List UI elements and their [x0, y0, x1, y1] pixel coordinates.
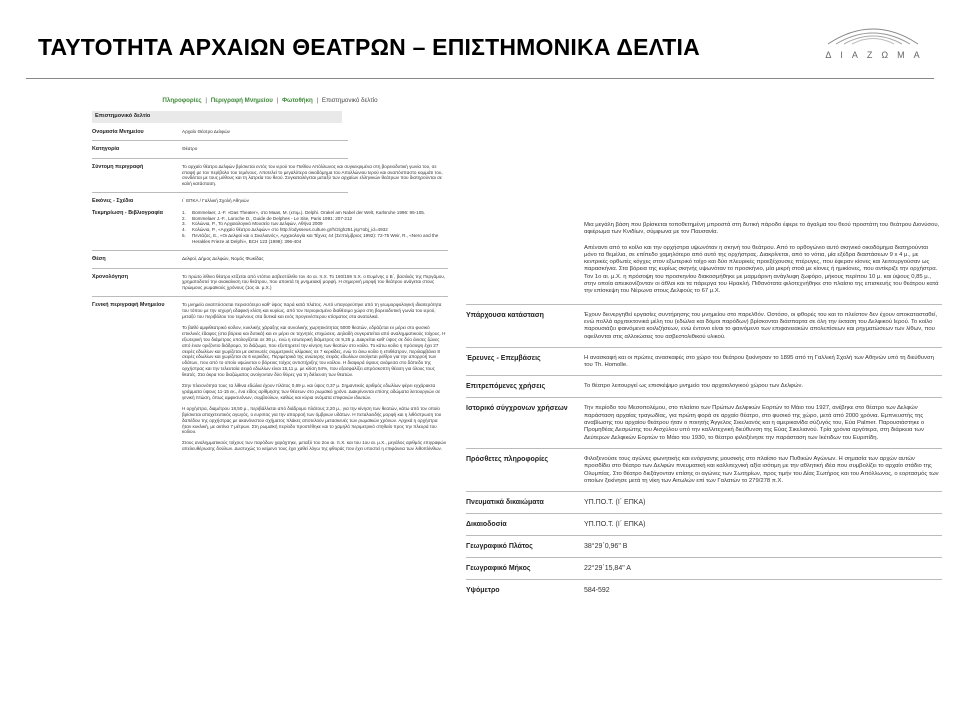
- history-value: Την περίοδο του Μεσοπολέμου, στο πλαίσιο των Πρώτων Δελφικών Εορτών το Μάιο του 1927, ανέβηκε στο θέατρο των Δελφών παράσταση αρχαίας τραγωδίας, για πρώτη φορά σε αρχαίο θέατρο, στο φυσικό της χώρο, μετά από 2000 χρόνια. Εμπνευστής της αναβίωσης του αρχαίου θεάτρου ήταν ο ποιητής Άγγελος Σικελιανός και η αμερικανίδα σύζυγός του, Εύα Palmer. Παρουσιάστηκε ο Προμηθέας Δεσμώτης του Αισχύλου υπό την καλλιτεχνική διεύθυνση της Εύας Σικελιανού. Τρία χρόνια αργότερα, στη διάρκεια των Δεύτερων Δελφικών Εορτών το Μάιο του 1930, το θέατρο φιλοξένησε την παράσταση των Ικέτιδων του Ευριπίδη.: [584, 405, 925, 441]
- divider: [92, 296, 448, 297]
- divider: [92, 140, 348, 141]
- location-label: Θέση: [92, 256, 106, 263]
- category-label: Κατηγορία: [92, 146, 120, 153]
- tab-description[interactable]: Περιγραφή Μνημείου: [210, 97, 273, 104]
- uses-value: Το θέατρο λειτουργεί ως επισκέψιμο μνημείο του αρχαιολογικού χώρου των Δελφών.: [584, 383, 804, 390]
- bibliography-item: 1. Bommelaer, J.-F. «Das Theater», στο Maas, M. (επιμ.). Delphi. Orakel am Nabel der Welt, Karlsruhe 1996: 95-105.: [182, 209, 426, 215]
- longitude-row: [466, 565, 942, 573]
- extra-info-label: Πρόσθετες πληροφορίες: [466, 455, 548, 463]
- latitude-label: Γεωγραφικό Πλάτος: [466, 543, 533, 551]
- uses-row: [466, 383, 942, 391]
- research-value: Η ανασκαφή και οι πρώτες ανασκαφές στο χώρο του θεάτρου ξεκίνησαν το 1895 από τη Γαλλική Σχολή των Αθηνών υπό τη διεύθυνση του Th. Homolle.: [584, 354, 934, 369]
- location-value: Δελφοί, Δήμος Δελφών, Νομός Φωκίδας: [182, 256, 264, 262]
- bibliography-item: 5. Πεντάζος, Ε., «Οι Δελφοί και ο Σικελιανός», Αρχαιολογία και Τέχνες 44 (Σεπτέμβριος 1992): 72-75 Weir, R., «Nero and the Herakles Frieze at Delphi», BCH 123 (1999): 396-404: [182, 233, 439, 245]
- bibliography-item: 3. Κολώνια, Ρ., Το Αρχαιολογικό Μουσείο των Δελφών, Αθήνα 2009: [182, 221, 323, 227]
- paragraph: Απέναντι από το κοίλο και την ορχήστρα υψωνόταν η σκηνή του θεάτρου. Από το ορθογώνιο αυτό σκηνικό οικοδόμημα διατηρούνται μόνο τα θεμέλια, σε επίπεδο χαμηλότερο από αυτό της ορχήστρας. Διακρίνεται, από το νότια, μία εξέδρα διαστάσεων 9 x 4 μ., με κεντρικές ορθωτές κόγχες στον εξωτερικό τοίχο και δύο πλευρικές προεξέχουσες πτέρυγες, που έφεραν κίονες και λειτουργούσαν ως παρασκήνια. Στα βόρεια της κυρίως σκηνής υψωνόταν το προσκήνιο, μία μικρή στοά με κίονες ή ημικίονες, που αντίκριζε την ορχήστρα. Τον 1ο αι. μ.Χ. η πρόσοψη του προσκηνίου διακοσμήθηκε με μαρμάρινη ανάγλυφη ζωφόρο, μήκους περίπου 10 μ. και ύψους 0,85 μ., στην οποία απεικονίζονταν οι άθλοι και τα πάρεργα του Ηρακλή. Πιθανότατα φιλοτεχνήθηκε στο πλαίσιο της επισκευής του θεάτρου κατά την επίσκεψη του Νέρωνα στους Δελφούς το 67 μ.Χ.: [584, 244, 939, 295]
- images-label: Εικόνες - Σχέδια: [92, 198, 134, 205]
- slide-title: ΤΑΥΤΟΤΗΤΑ ΑΡΧΑΙΩΝ ΘΕΑΤΡΩΝ – ΕΠΙΣΤΗΜΟΝΙΚΑ ΔΕΛΤΙΑ: [38, 34, 700, 60]
- history-label: Ιστορικό σύγχρονων χρήσεων: [466, 405, 568, 413]
- summary-label: Σύντομη περιγραφή: [92, 163, 144, 170]
- section-heading: Επιστημονικό δελτίο: [92, 111, 342, 123]
- divider: [466, 304, 942, 305]
- divider: [466, 513, 942, 514]
- header-rule: [26, 78, 934, 79]
- rights-row: [466, 499, 942, 507]
- divider: [92, 192, 348, 193]
- jurisdiction-value: ΥΠ.ΠΟ.Τ. (Ι΄ ΕΠΚΑ): [584, 521, 646, 529]
- divider: [466, 448, 942, 449]
- divider: [466, 347, 942, 348]
- paragraph: Στους αναλημματικούς τοίχους των παρόδων χαράχτηκε, μεταξύ του 2ου αι. π.Χ. και του 1ου αι. μ.Χ., μεγάλος αριθμός επιγραφών απελευθέρωσης δούλων. Δυστυχώς το κείμενο τους έχει χαθεί λόγω της φθοράς που έχει υποστεί η επιφάνεια των λιθοπλίνθων.: [182, 440, 447, 452]
- state-label: Υπάρχουσα κατάσταση: [466, 311, 544, 319]
- uses-label: Επιτρεπόμενες χρήσεις: [466, 383, 546, 391]
- divider: [466, 535, 942, 536]
- intro-text: [466, 222, 942, 296]
- state-row: [466, 312, 942, 341]
- general-description-label: Γενική περιγραφή Μνημείου: [92, 302, 165, 309]
- bibliography-label: Τεκμηρίωση - Βιβλιογραφία: [92, 209, 163, 216]
- name-label: Ονομασία Μνημείου: [92, 128, 144, 135]
- latitude-value: 38°29΄0,96" Β: [584, 543, 628, 551]
- category-value: Θέατρο: [182, 146, 198, 152]
- divider: [466, 557, 942, 558]
- longitude-value: 22°29΄15,84" Α: [584, 565, 631, 573]
- history-row: [466, 405, 942, 441]
- altitude-value: 584-592: [584, 587, 610, 595]
- general-description-value: [182, 302, 448, 457]
- divider: [466, 491, 942, 492]
- extra-info-row: [466, 456, 942, 485]
- latitude-row: [466, 543, 942, 551]
- altitude-label: Υψόμετρο: [466, 587, 500, 595]
- extra-info-value: Φιλοξενούσε τους αγώνες φωνητικής και ενόργανης μουσικής στο πλαίσιο των Πυθικών Αγώνων. Η σημασία των αρχών αυτών προσδίδει στο θέατρο των Δελφών πνευματική και καλλιτεχνική αξία ισότιμη με την αθλητική ιδέα που συμβολίζει το αρχαίο στάδιο της Ολυμπίας. Στο θέατρο διεξάγονταν επίσης οι αγώνες των Σωτηρίων, προς τιμήν του Δίας Σωτήρος και του Απόλλωνος, ο εορτασμός των οποίων ξεκίνησε μετά τη νίκη των Αιτωλών επί των Γαλατών το 279/278 π.Χ.: [584, 455, 939, 484]
- rights-value: ΥΠ.ΠΟ.Τ. (Ι΄ ΕΠΚΑ): [584, 499, 646, 507]
- research-label: Έρευνες - Επεμβάσεις: [466, 354, 541, 362]
- state-value: Έχουν διενεργηθεί εργασίες συντήρησης του μνημείου στο παρελθόν. Ωστόσο, οι φθορές του και το πλείστον δεν έχουν αποκατασταθεί, ενώ πολλά αρχιτεκτονικά μέλη του (εδώλια και δόμοι παρόδων) βρίσκονται διάσπαρτα σε όλη την έκταση του Δελφικού Ιερού. Το κοίλο παρουσιάζει φαινόμενα κοιλιζήσεων, ενώ έντονο είναι το φαινόμενο των επιφανειακών απολεπίσεων και ρηγματώσεων των λίθων, που οφείλονται στις αλλοιώσεις του ασβεστολιθικού υλικού.: [584, 311, 938, 340]
- longitude-label: Γεωγραφικό Μήκος: [466, 565, 531, 573]
- divider: [466, 397, 942, 398]
- paragraph: Το μνημείο αναπτύσσεται περισσότερο καθ' ύψος παρά κατά πλάτος. Αυτό υπαγορεύτηκε από τη γεωμορφολογική ιδιαιτερότητα του τόπου με την ισχυρή εδαφική κλίση και κυρίως, από τον περιορισμένο διαθέσιμο χώρο στη βορειοδυτική γωνία του ιερού, μεταξύ του περιβόλου του τεμένους στα δυτικά και ενός προγενέστερου κτίσματος στα ανατολικά.: [182, 302, 442, 320]
- research-row: [466, 355, 942, 370]
- bibliography-list: [182, 210, 448, 245]
- paragraph: Η ορχήστρα, διαμέτρου 18,50 μ., περιβάλλεται από διάδρομο πλάτους 2,20 μ., για την κίνηση των θεατών, κάτω από τον οποίο βρίσκεται αποχετευτικός αγωγός, ο ευριπος για την απορροή των όμβριων υδάτων. Η πεταλοειδής μορφή και η λιθόστρωση του δαπέδου της ορχήστρας με ακανόνιστου σχήματος πλάκες αποτελούν μετασκευές των ρωμαϊκών χρόνων. Αρχικά η ορχήστρα ήταν κυκλική, με ακτίνα 7 μέτρων. Στη ρωμαϊκή περίοδο προστέθηκε και το χαμηλό περιμετρικό στηθαίο προς την πλευρά του κοίλου.: [182, 405, 442, 435]
- chronology-row: [92, 274, 448, 292]
- divider: [92, 250, 448, 251]
- divider: [92, 158, 348, 159]
- tab-gallery[interactable]: Φωτοθήκη: [281, 97, 313, 104]
- images-value: Ι΄ ΕΠΚΑ / Γαλλική Σχολή Αθηνών: [182, 198, 249, 204]
- right-document-panel: [466, 222, 942, 601]
- brand-name: ΔΙΑΖΩΜΑ: [825, 50, 929, 60]
- left-document-panel: [92, 98, 448, 462]
- jurisdiction-label: Δικαιοδοσία: [466, 521, 507, 529]
- tab-scientific-record[interactable]: Επιστημονικό δελτίο: [321, 97, 378, 104]
- tab-info[interactable]: Πληροφορίες: [162, 97, 202, 104]
- tab-bar: Πληροφορίες | Περιγραφή Μνημείου | Φωτοθήκη | Επιστημονικό δελτίο: [162, 97, 378, 104]
- jurisdiction-row: [466, 521, 942, 529]
- chronology-label: Χρονολόγηση: [92, 273, 129, 280]
- divider: [466, 375, 942, 376]
- divider: [466, 579, 942, 580]
- bibliography-item[interactable]: 4. Κολώνια, Ρ., «Αρχαίο θέατρο Δελφών» στο http://odysseus.culture.gr/h/2/gh251.jsp?obj_id=4932: [182, 227, 388, 233]
- category-row: [92, 146, 448, 152]
- chronology-value: Το πρώτο λίθινο θέατρο κτίζεται από ντόπιο ασβεστόλιθο τον 4ο αι. π.Χ. Το 160/159 π.Χ. ο Ευμένης ο Β΄, βασιλιάς της Περγάμου, χρηματοδοτεί την ανακαίνιση του θεάτρου, που αποκτά τη μνημειακή μορφή. Η σημερινή μορφή του θεάτρου ανάγεται στους πρώιμους ρωμαϊκούς χρόνους (1ος αι. μ.Χ.): [182, 273, 446, 291]
- location-row: [92, 256, 448, 262]
- brand-logo: [808, 20, 938, 60]
- divider: [92, 268, 448, 269]
- name-row: [92, 129, 448, 135]
- summary-row: [92, 164, 448, 188]
- altitude-row: [466, 587, 942, 595]
- summary-value: Το αρχαίο θέατρο Δελφών βρίσκεται εντός του ιερού του Πυθίου Απόλλωνος και συγκεκριμένα στη βορειοδυτική γωνία του, σε επαφή με τον περίβολο του τεμένους. Αποτελεί το μεγαλύτερο οικοδόμημα του Απολλώνιου Ιερού και αναπόσπαστο κομμάτι του, συνδέεται με τους μύθους και τη λατρεία του θεού. Συγκαταλέγεται μεταξύ των αρχαίων ελληνικών θεάτρων που διατηρούνται σε καλή κατάσταση.: [182, 163, 443, 187]
- rights-label: Πνευματικά δικαιώματα: [466, 499, 544, 507]
- paragraph: Το βαθύ αμφιθεατρικό κοίλον, κυκλικής χάραξης και συνολικής χωρητικότητας 5000 θεατών, εδράζεται εν μέρει στο φυσικό επικλινές έδαφος (στα βόρεια και δυτικά) και εν μέρει σε τεχνητές επιχώσεις. Δηλαδή συγκρατείται από αναλημματικούς τοίχους. Η εξωτερική του διάμετρος υπολογίζεται σε 36 μ., ενώ η εσωτερική διάμετρος σε 9,25 μ. Διαιρείται καθ' ύψος σε δύο άνισες ζώνες από έναν οριζόντιο διάδρομο, το διάζωμα, που εξυπηρετεί την κίνηση των θεατών στο κοίλο. Το κάτω κοίλο η πρόσοψη έχει 27 σειρές εδωλίων και χωρίζεται με ακτινωτές συμμετρικές κλίμακες σε 7 κερκίδες, ενώ το άνω κοίλο η επιθέατρον, περιλαμβάνει 8 σειρές εδωλίων και χωρίζεται σε 6 κερκίδες. Περιμετρικά της ανώτερης σειράς εδωλίων ανοίγεται ρείθρο για την απορροή των υδάτων, που από το οποίο υψώνεται ο βόρειος τοίχος αντιστήριξης του κοίλου. Η διαφορά ύψους ανάμεσα στο δάπεδο της ορχήστρας και την τελευταία σειρά εδωλίων είναι 15,11 μ. με κλίση 54%, που εξασφαλίζει απρόσκοπτη θέαση για όλους τους θεατές. Στα άκρα του διαζώματος ανοίγονταν δύο θύρες για τη διέλευση των θεατών.: [182, 324, 446, 378]
- paragraph: Μια μεγάλη βάση που βρίσκεται τοποθετημένη μπροστά στη δυτική πάροδο έφερε το άγαλμα του θεού προστάτη του θεάτρου Διονύσου, αφιέρωμα των Κνιδίων, σύμφωνα με τον Παυσανία.: [584, 222, 940, 236]
- bibliography-item: 2. Bommelaer J.-F., Laroche D., Guide de Delphes - Le Site, Paris 1991: 207-212: [182, 215, 353, 221]
- paragraph: Στην πλειονότητα τους τα λίθινα εδώλια έχουν πλάτος 0,69 μ. και ύψος 0,37 μ. Σημαντικός αριθμός εδωλίων φέρει εγχάρακτα γράμματα ύψους 11-15 εκ., ένα είδος αρίθμησης των θέσεων στο ρωμαϊκό χρόνο. Διακρίνονται επίσης αδώματα λειτουργιών σε γενική πτώση, όπως αμφικτυόνων, συμβούλων, καθώς και κύρια ονόματα επιφανών ιδιωτών.: [182, 383, 441, 400]
- bibliography-row: [92, 210, 448, 245]
- diazoma-arcs-icon: [818, 20, 928, 48]
- images-row: [92, 198, 448, 204]
- name-value: Αρχαίο Θέατρο Δελφών: [182, 128, 230, 134]
- general-description-row: [92, 302, 448, 457]
